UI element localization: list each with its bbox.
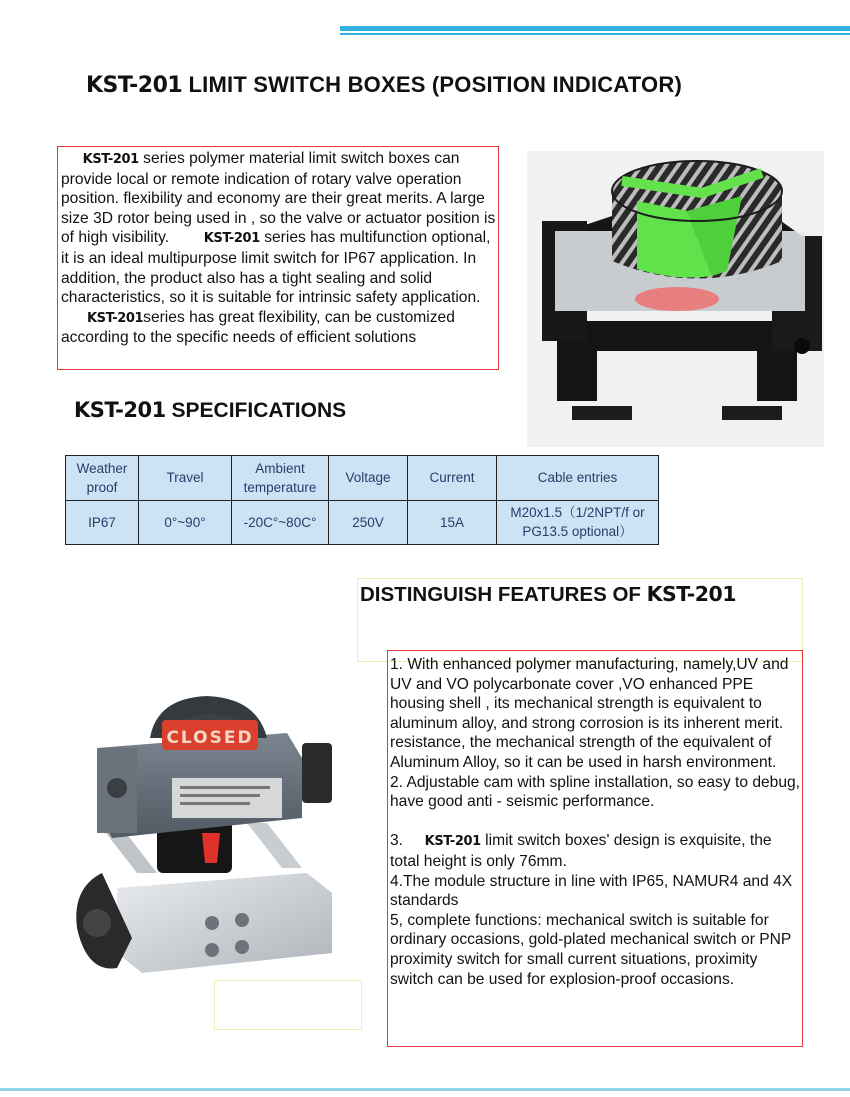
feature-item-1: 1. With enhanced polymer manufacturing, namely,UV and UV and VO polycarbonate cover ,VO enhanced PPE housing shell , its mechanical strength is equivalent to aluminum alloy, and strong corrosion is its inherent merit. resistance, the mechanical strength of the equivalent of Aluminum Alloy, so it can be used in harsh environment.	[390, 656, 789, 771]
feature-3-number: 3.	[390, 832, 425, 850]
feature-3-text: limit switch boxes' design is exquisite, the total height is only 76mm.	[390, 832, 772, 870]
caption-frame	[214, 980, 362, 1030]
intro-model-3: KST-201	[87, 310, 144, 326]
intro-model-2: KST-201	[203, 231, 260, 247]
page-title	[86, 72, 682, 98]
value-cell-weather-proof: IP67	[66, 500, 139, 545]
header-cell-travel: Travel	[139, 456, 232, 501]
bottom-accent-bar	[0, 1088, 850, 1091]
features-list	[390, 655, 802, 989]
indicator-closed-label: CLOSED	[166, 728, 254, 748]
intro-text-1: series polymer material limit switch boxes can provide local or remote indication of rotary valve operation position. flexibility and economy are their great merits. A large size 3D rotor being used in , so the valve or actuator position is of high visibility.	[61, 150, 496, 247]
feature-3-model: KST-201	[424, 834, 481, 850]
intro-paragraph-1	[61, 149, 501, 308]
value-cell-current: 15A	[408, 500, 497, 545]
intro-paragraph-2	[61, 308, 501, 348]
features-heading-model: KST-201	[646, 582, 737, 606]
spec-heading-text: SPECIFICATIONS	[165, 399, 347, 422]
product-photo	[62, 688, 352, 988]
header-cell-current: Current	[408, 456, 497, 501]
intro-text-2: series has multifunction optional, it is an ideal multipurpose limit switch for IP67 application. In addition, the product also has a tight sealing and solid characteristics, so it is suitable for intrinsic safety application.	[61, 229, 491, 307]
feature-item-4: 4.The module structure in line with IP65, NAMUR4 and 4X standards	[390, 872, 793, 910]
specifications-table	[65, 455, 659, 545]
features-heading	[360, 582, 736, 607]
header-cell-voltage: Voltage	[329, 456, 408, 501]
limit-switch-box-illustration	[527, 151, 824, 447]
value-cell-voltage: 250V	[329, 500, 408, 545]
value-cell-cable-entries: M20x1.5（1/2NPT/f or PG13.5 optional）	[497, 500, 659, 545]
features-heading-text: DISTINGUISH FEATURES OF	[360, 583, 647, 606]
header-cell-cable-entries: Cable entries	[497, 456, 659, 501]
title-text: LIMIT SWITCH BOXES (POSITION INDICATOR)	[182, 72, 682, 97]
title-model: KST-201	[86, 73, 183, 98]
intro-text-3: series has great flexibility, can be customized according to the specific needs of efficient solutions	[61, 308, 455, 347]
table-header-row	[66, 456, 659, 501]
feature-spacer	[390, 812, 802, 832]
value-cell-travel: 0°~90°	[139, 500, 232, 545]
header-cell-ambient-temperature: Ambient temperature	[232, 456, 329, 501]
top-accent-bar	[340, 26, 850, 31]
feature-item-5: 5, complete functions: mechanical switch is suitable for ordinary occasions, gold-plated mechanical switch or PNP proximity switch for small current situations, proximity switch can be used for explosion-proof occasions.	[390, 911, 792, 988]
specifications-heading	[74, 398, 346, 423]
limit-switch-photo-illustration	[62, 688, 352, 988]
top-accent-line	[340, 33, 850, 35]
header-cell-weather-proof: Weather proof	[66, 456, 139, 501]
table-row	[66, 500, 659, 545]
feature-item-2: 2. Adjustable cam with spline installation, so easy to debug, have good anti - seismic performance.	[390, 773, 801, 811]
spec-heading-model: KST-201	[74, 398, 166, 422]
intro-paragraphs	[61, 149, 501, 348]
limit-switch-box-render	[527, 151, 824, 447]
value-cell-ambient-temperature: -20C°~80C°	[232, 500, 329, 545]
feature-item-3	[390, 831, 802, 871]
intro-model-1: KST-201	[82, 152, 139, 167]
